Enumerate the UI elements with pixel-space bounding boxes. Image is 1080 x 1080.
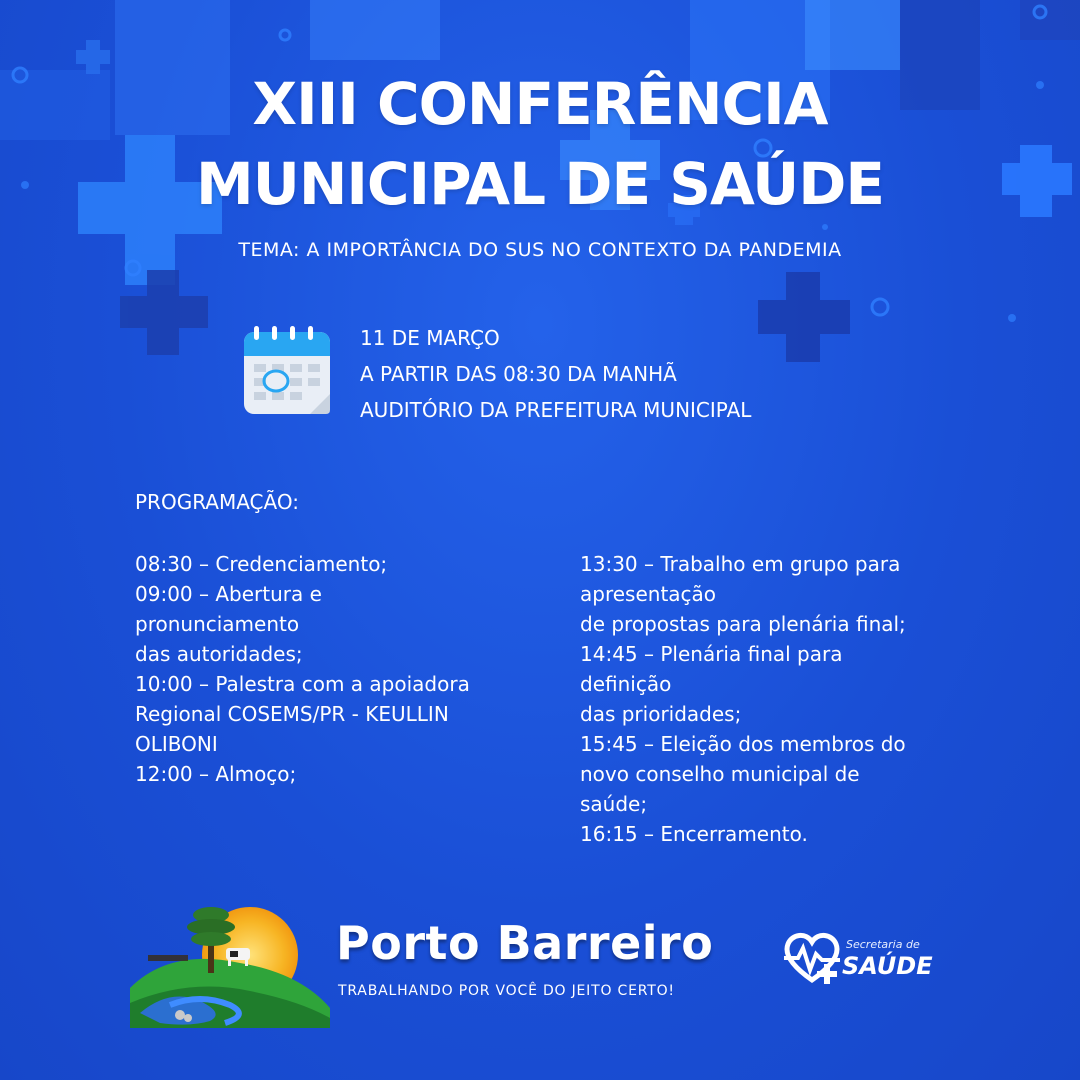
program-line: 12:00 – Almoço; [135, 762, 297, 786]
program-line: das prioridades; [580, 702, 742, 726]
title-line-1: XIII CONFERÊNCIA [252, 70, 828, 138]
secretaria-label: Secretaria de [846, 938, 920, 951]
title-line-2: MUNICIPAL DE SAÚDE [196, 150, 884, 218]
program-line: 16:15 – Encerramento. [580, 822, 808, 846]
porto-barreiro-landscape-logo [130, 893, 330, 1028]
theme-text: TEMA: A IMPORTÂNCIA DO SUS NO CONTEXTO DA PANDEMIA [238, 239, 842, 261]
program-heading: PROGRAMAÇÃO: [135, 490, 299, 514]
program-line: 08:30 – Credenciamento; [135, 552, 388, 576]
program-line: saúde; [580, 792, 648, 816]
city-slogan: TRABALHANDO POR VOCÊ DO JEITO CERTO! [338, 983, 675, 999]
program-right-column [580, 549, 960, 849]
program-line: 14:45 – Plenária final para [580, 642, 843, 666]
program-line: novo conselho municipal de [580, 762, 860, 786]
program-left-column [135, 549, 525, 789]
program-line: definição [580, 672, 672, 696]
event-details [360, 320, 751, 428]
calendar-icon [240, 324, 336, 420]
program-line: 10:00 – Palestra com a apoiadora [135, 672, 470, 696]
program-line: 13:30 – Trabalho em grupo para [580, 552, 901, 576]
program-line: das autoridades; [135, 642, 303, 666]
conference-title [0, 64, 1080, 224]
program-line: 09:00 – Abertura e [135, 582, 322, 606]
program-line: OLIBONI [135, 732, 218, 756]
program-line: Regional COSEMS/PR - KEULLIN [135, 702, 449, 726]
event-date: 11 DE MARÇO [360, 326, 500, 350]
city-name: Porto Barreiro [336, 916, 714, 970]
event-place: AUDITÓRIO DA PREFEITURA MUNICIPAL [360, 398, 752, 422]
event-time: A PARTIR DAS 08:30 DA MANHÃ [360, 362, 677, 386]
program-line: pronunciamento [135, 612, 300, 636]
secretaria-saude-label: SAÚDE [842, 952, 933, 980]
program-line: de propostas para plenária final; [580, 612, 906, 636]
program-line: apresentação [580, 582, 717, 606]
program-line: 15:45 – Eleição dos membros do [580, 732, 906, 756]
